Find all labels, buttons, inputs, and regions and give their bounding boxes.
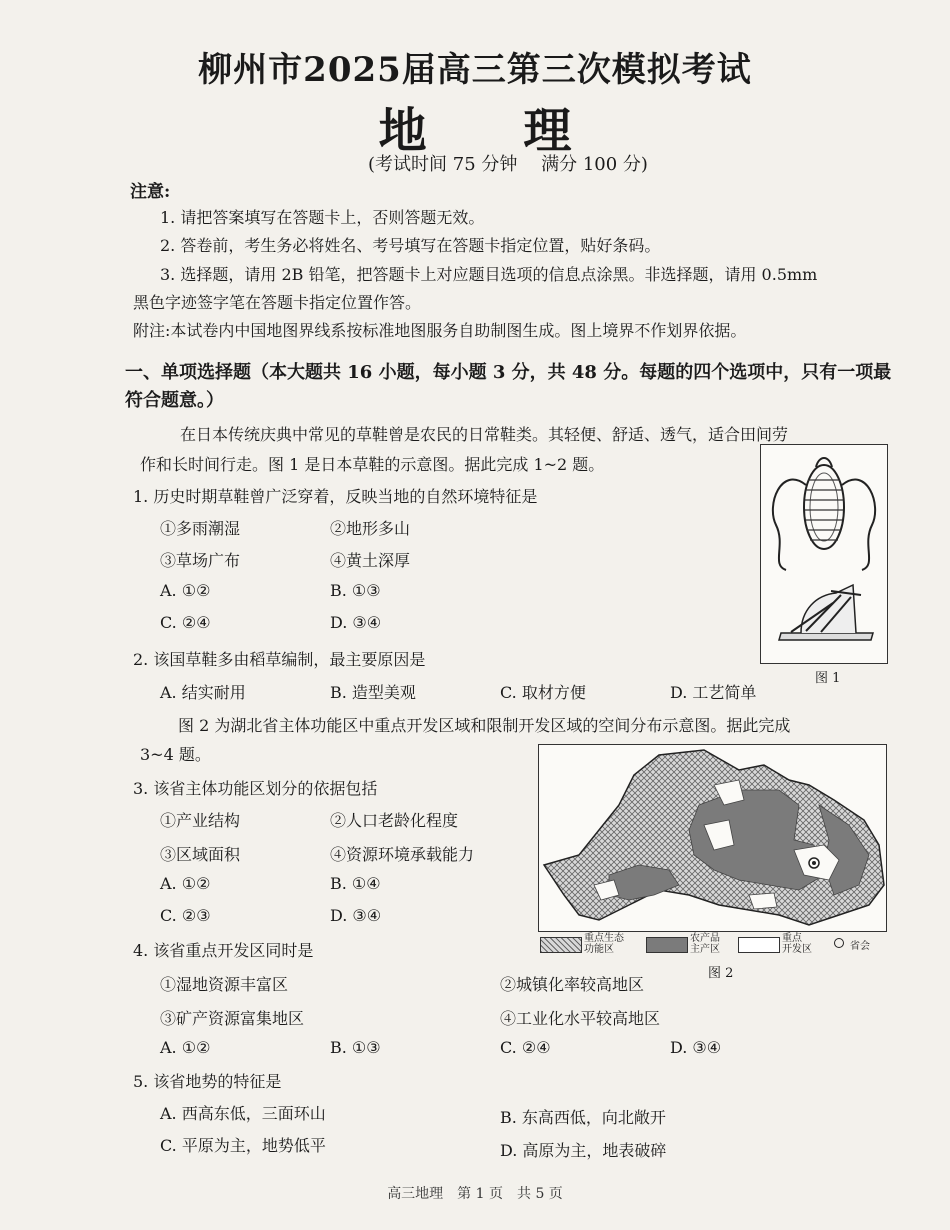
passage1-line1: 在日本传统庆典中常见的草鞋曾是农民的日常鞋类。其轻便、舒适、透气，适合田间劳: [180, 425, 789, 444]
q3-item-1: ①产业结构: [160, 811, 241, 830]
q3-option-a[interactable]: A. ①②: [160, 874, 211, 893]
q1-item-1: ①多雨潮湿: [160, 519, 241, 538]
q5-option-b[interactable]: B. 东高西低，向北敞开: [500, 1108, 666, 1127]
q1-item-2: ②地形多山: [330, 519, 411, 538]
section-title-line1: 一、单项选择题（本大题共 16 小题，每小题 3 分，共 48 分。每题的四个选项中，只有一项最: [125, 362, 892, 383]
q4-item-1: ①湿地资源丰富区: [160, 975, 289, 994]
legend-agri-swatch: [646, 937, 688, 953]
q4-option-c[interactable]: C. ②④: [500, 1038, 551, 1057]
q3-stem: 3. 该省主体功能区划分的依据包括: [133, 779, 378, 798]
passage2-line1: 图 2 为湖北省主体功能区中重点开发区域和限制开发区域的空间分布示意图。据此完成: [178, 716, 791, 735]
figure-1-caption: 图 1: [815, 671, 841, 686]
q1-stem: 1. 历史时期草鞋曾广泛穿着，反映当地的自然环境特征是: [133, 487, 538, 506]
note-item-2: 2. 答卷前，考生务必将姓名、考号填写在答题卡指定位置，贴好条码。: [160, 236, 661, 255]
figure-2-legend: [538, 933, 898, 957]
hubei-zones-map: [539, 745, 886, 931]
q2-option-b[interactable]: B. 造型美观: [330, 683, 416, 702]
legend-eco-swatch: [540, 937, 582, 953]
legend-dev-swatch: [738, 937, 780, 953]
legend-agri-label: 农产品 主产区: [690, 933, 720, 955]
q4-item-4: ④工业化水平较高地区: [500, 1009, 661, 1028]
note-item-3: 3. 选择题，请用 2B 铅笔，把答题卡上对应题目选项的信息点涂黑。非选择题，请用 0.5mm: [160, 265, 818, 284]
sandal-illustration: [761, 445, 887, 663]
appendix-note: 附注:本试卷内中国地图界线系按标准地图服务自助制图生成。图上境界不作划界依据。: [133, 321, 747, 340]
q4-stem: 4. 该省重点开发区同时是: [133, 941, 314, 960]
q4-item-3: ③矿产资源富集地区: [160, 1009, 305, 1028]
q5-stem: 5. 该省地势的特征是: [133, 1072, 282, 1091]
figure-2-map: [538, 744, 887, 932]
q3-item-2: ②人口老龄化程度: [330, 811, 459, 830]
q1-option-b[interactable]: B. ①③: [330, 581, 381, 600]
exam-title: 柳州市2025届高三第三次模拟考试: [198, 50, 752, 90]
q1-option-a[interactable]: A. ①②: [160, 581, 211, 600]
q1-item-3: ③草场广布: [160, 551, 241, 570]
q1-option-d[interactable]: D. ③④: [330, 613, 382, 632]
legend-capital-label: 省会: [850, 941, 870, 952]
q3-option-b[interactable]: B. ①④: [330, 874, 381, 893]
q2-option-c[interactable]: C. 取材方便: [500, 683, 586, 702]
q2-option-d[interactable]: D. 工艺简单: [670, 683, 757, 702]
notes-heading: 注意:: [130, 182, 171, 202]
passage2-line2: 3~4 题。: [140, 745, 211, 764]
q3-option-c[interactable]: C. ②③: [160, 906, 211, 925]
dev-zone-south: [749, 893, 777, 909]
q3-option-d[interactable]: D. ③④: [330, 906, 382, 925]
q2-stem: 2. 该国草鞋多由稻草编制，最主要原因是: [133, 650, 426, 669]
q4-item-2: ②城镇化率较高地区: [500, 975, 645, 994]
q3-item-3: ③区域面积: [160, 845, 241, 864]
q1-item-4: ④黄土深厚: [330, 551, 411, 570]
legend-dev-label: 重点 开发区: [782, 933, 812, 955]
q4-option-b[interactable]: B. ①③: [330, 1038, 381, 1057]
q4-option-d[interactable]: D. ③④: [670, 1038, 722, 1057]
legend-eco-label: 重点生态 功能区: [584, 933, 624, 955]
figure-1-sandal: [760, 444, 888, 664]
legend-capital-icon: [834, 938, 844, 948]
q2-option-a[interactable]: A. 结实耐用: [160, 683, 246, 702]
note-item-1: 1. 请把答案填写在答题卡上，否则答题无效。: [160, 208, 485, 227]
q5-option-d[interactable]: D. 高原为主，地表破碎: [500, 1141, 667, 1160]
q3-item-4: ④资源环境承载能力: [330, 845, 475, 864]
q4-option-a[interactable]: A. ①②: [160, 1038, 211, 1057]
q5-option-c[interactable]: C. 平原为主，地势低平: [160, 1136, 326, 1155]
time-info: (考试时间 75 分钟 满分 100 分): [368, 154, 648, 175]
subject-title: 地 理: [378, 103, 612, 159]
q5-option-a[interactable]: A. 西高东低，三面环山: [160, 1104, 326, 1123]
page-footer: 高三地理 第 1 页 共 5 页: [387, 1186, 563, 1202]
figure-2-caption: 图 2: [708, 966, 734, 981]
section-title-line2: 符合题意。）: [125, 390, 224, 411]
passage1-line2: 作和长时间行走。图 1 是日本草鞋的示意图。据此完成 1~2 题。: [140, 455, 605, 474]
q1-option-c[interactable]: C. ②④: [160, 613, 211, 632]
note-item-3-cont: 黑色字迹签字笔在答题卡指定位置作答。: [133, 293, 422, 312]
